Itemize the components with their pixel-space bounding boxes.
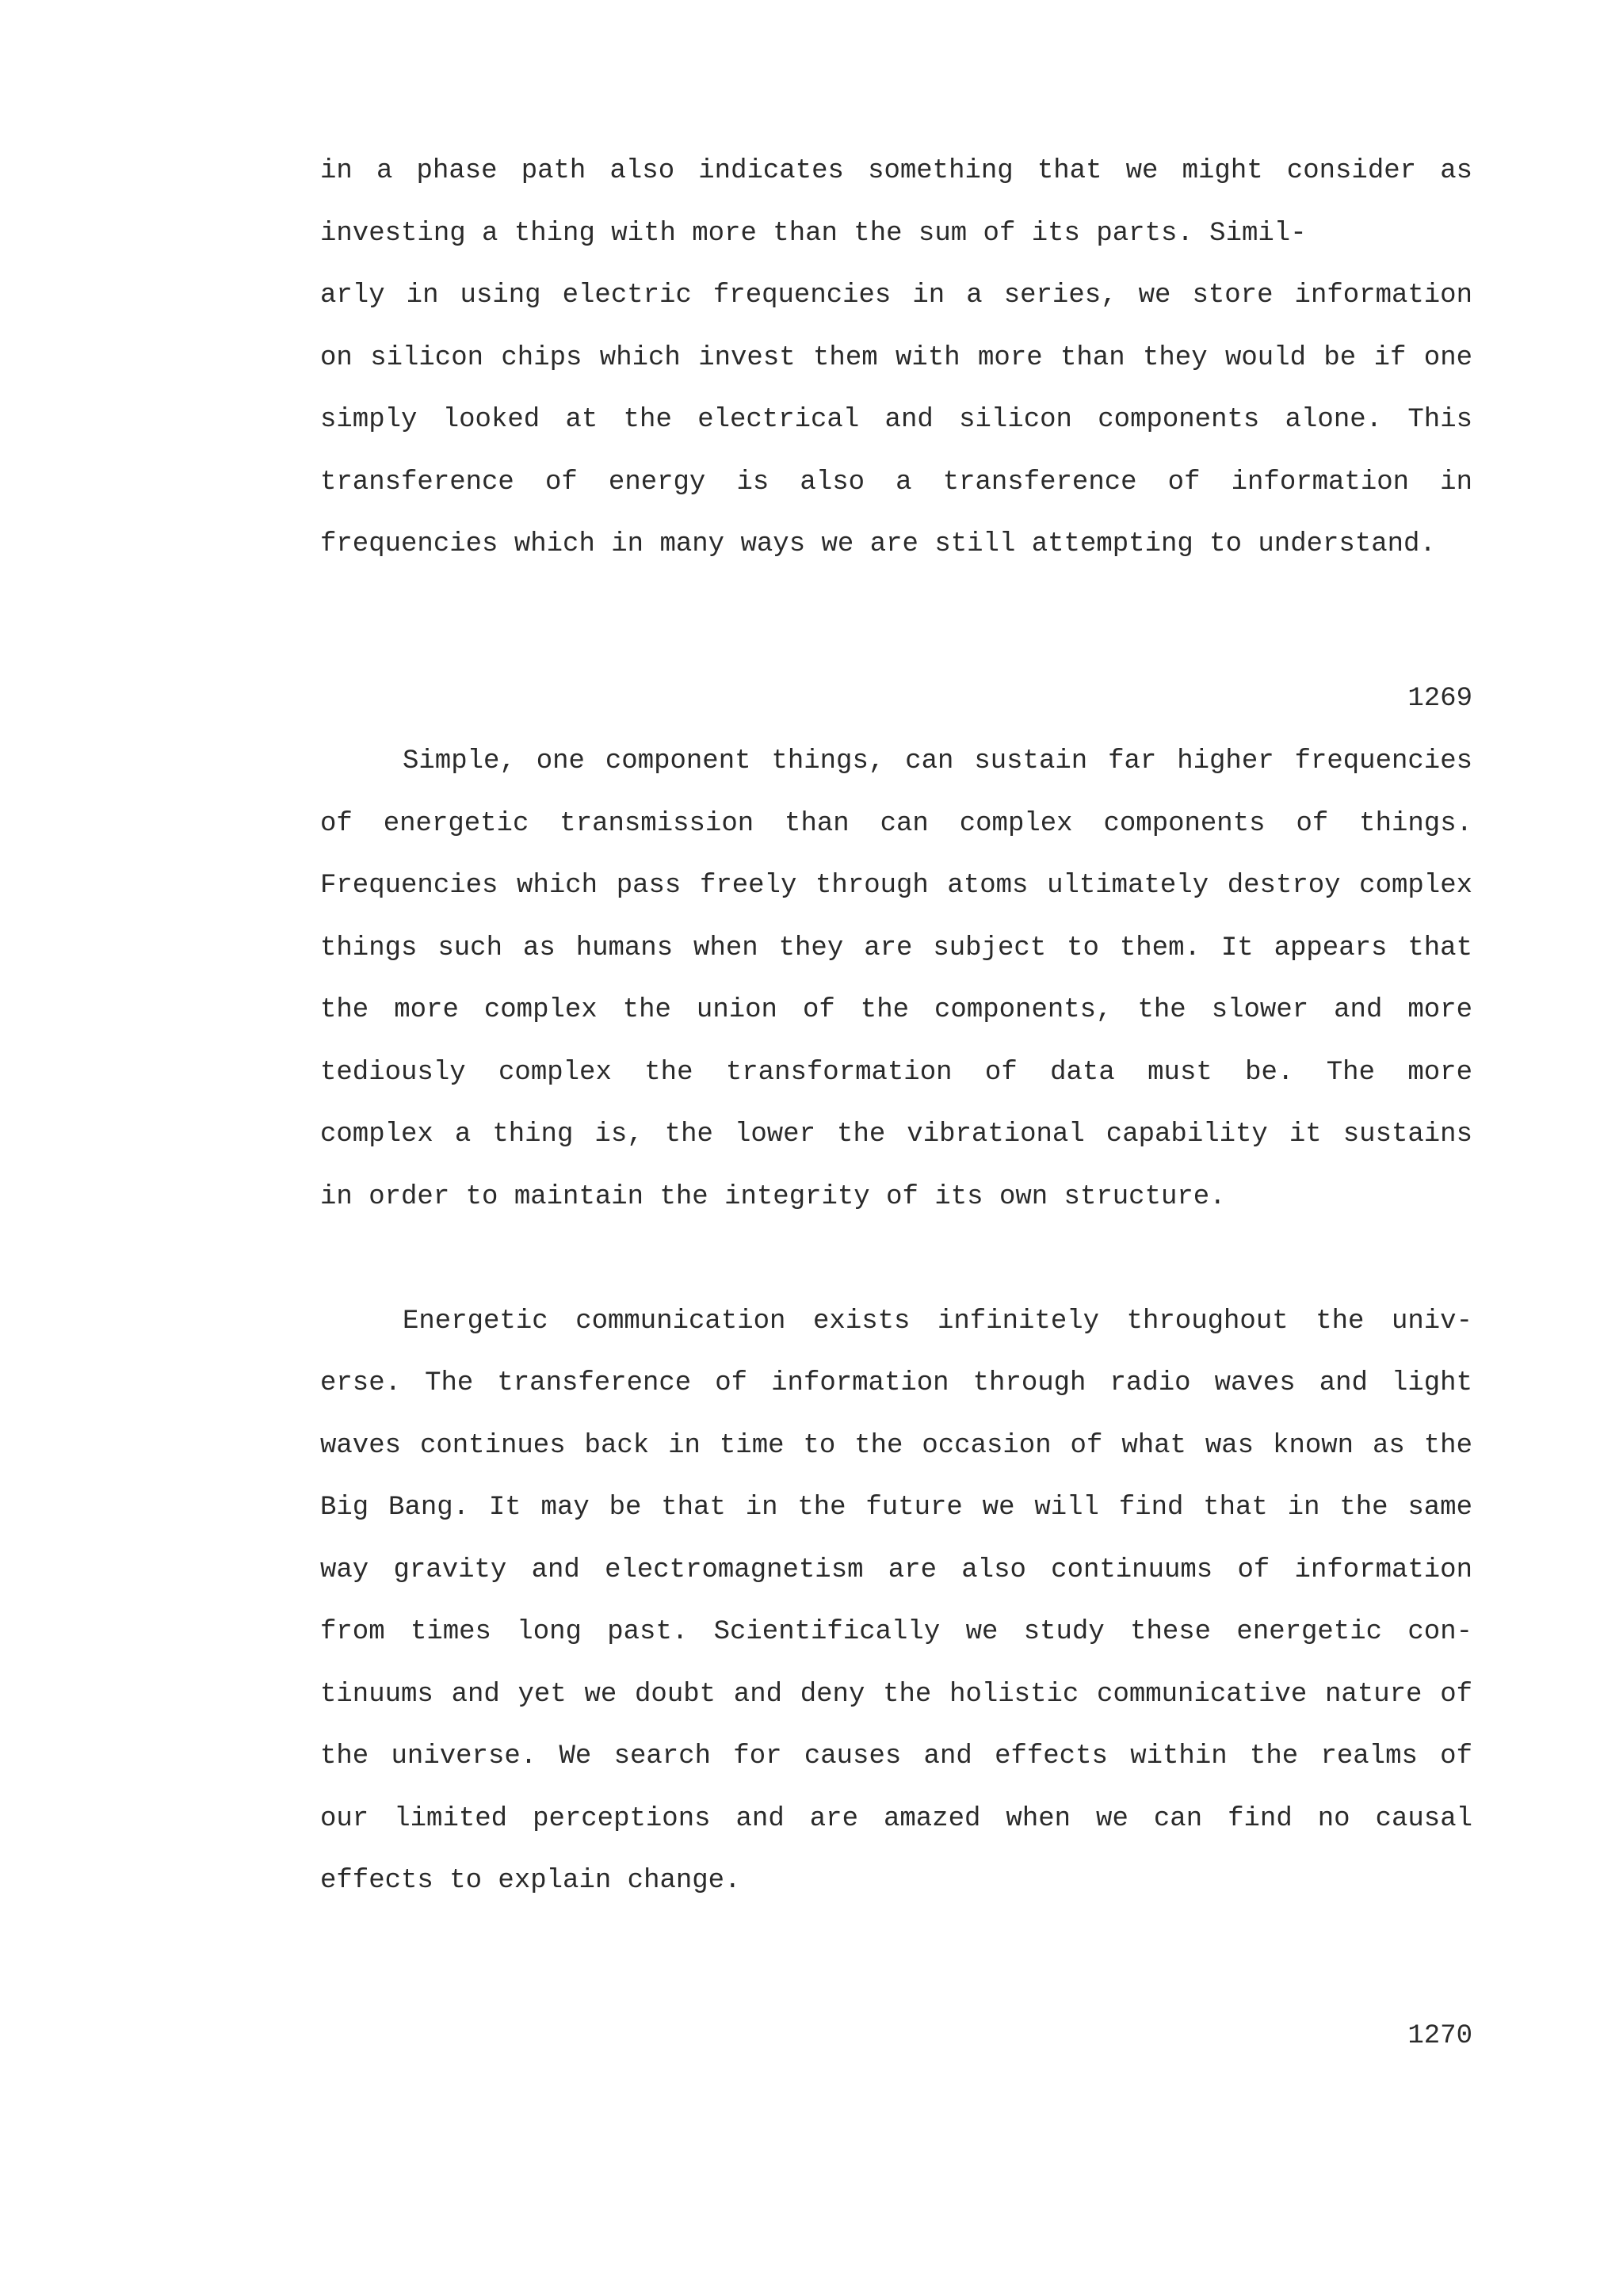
page-number-1269: 1269 (1407, 684, 1472, 714)
page-number-1270: 1270 (1407, 2021, 1472, 2051)
paragraph-2-line-1: Simple, one component things, can sustain far higher frequencies (403, 746, 1472, 776)
paragraph-2-line-5: the more complex the union of the components, the slower and more (320, 995, 1472, 1025)
paragraph-3-line-1: Energetic communication exists infinitely throughout the univ- (403, 1306, 1472, 1337)
paragraph-2-line-6: tediously complex the transformation of data must be. The more (320, 1058, 1472, 1088)
paragraph-3-line-9: our limited perceptions and are amazed when we can find no causal (320, 1804, 1472, 1834)
paragraph-3-line-4: Big Bang. It may be that in the future we will find that in the same (320, 1493, 1472, 1523)
paragraph-1-line-2: investing a thing with more than the sum of its parts. Simil- (320, 219, 1307, 249)
paragraph-3-line-6: from times long past. Scientifically we study these energetic con- (320, 1617, 1472, 1647)
paragraph-1-line-7: frequencies which in many ways we are still attempting to understand. (320, 529, 1436, 559)
paragraph-3-line-2: erse. The transference of information through radio waves and light (320, 1368, 1472, 1398)
paragraph-1-line-3: arly in using electric frequencies in a series, we store information (320, 280, 1472, 311)
paragraph-1-line-4: on silicon chips which invest them with more than they would be if one (320, 343, 1472, 373)
paragraph-3-line-5: way gravity and electromagnetism are also continuums of information (320, 1555, 1472, 1585)
paragraph-2-line-8: in order to maintain the integrity of its own structure. (320, 1182, 1226, 1212)
paragraph-2-line-2: of energetic transmission than can complex components of things. (320, 809, 1472, 839)
paragraph-3-line-10: effects to explain change. (320, 1866, 741, 1896)
paragraph-3-line-7: tinuums and yet we doubt and deny the holistic communicative nature of (320, 1680, 1472, 1710)
paragraph-1-line-1: in a phase path also indicates something that we might consider as (320, 156, 1472, 186)
paragraph-1-line-6: transference of energy is also a transference of information in (320, 467, 1472, 498)
paragraph-1-line-5: simply looked at the electrical and silicon components alone. This (320, 405, 1472, 435)
paragraph-3-line-8: the universe. We search for causes and effects within the realms of (320, 1741, 1472, 1772)
paragraph-2-line-3: Frequencies which pass freely through atoms ultimately destroy complex (320, 871, 1472, 901)
paragraph-2-line-7: complex a thing is, the lower the vibrational capability it sustains (320, 1119, 1472, 1150)
paragraph-2-line-4: things such as humans when they are subject to them. It appears that (320, 933, 1472, 963)
paragraph-3-line-3: waves continues back in time to the occasion of what was known as the (320, 1431, 1472, 1461)
